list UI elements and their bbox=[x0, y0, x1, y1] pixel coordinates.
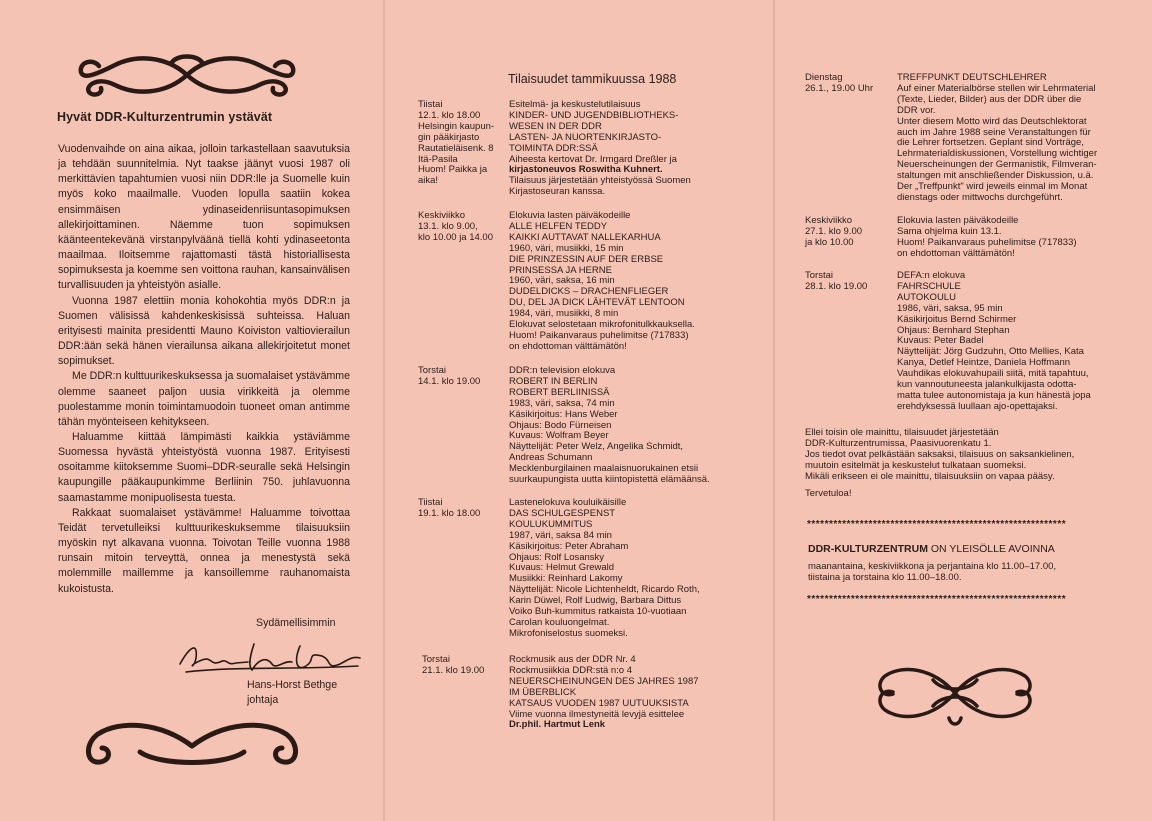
letter-title: Hyvät DDR-Kulturzentrumin ystävät bbox=[57, 110, 273, 124]
event-description: Lastenelokuva kouluikäisille DAS SCHULGESPENST KOULUKUMMITUS 1987, väri, saksa 84 min Käsikirjoitus: Peter Abraham Ohjaus: Rolf Losansky Kuvaus: Helmut Grewald Musiikki: Reinhard Lakomy Näyttelijät: Nicole Lichtenheldt, Ricardo Roth, Karin Düwel, Rolf Ludwig, Barbara Dittus Voiko Buh-kummitus ratkaista 10-vuotiaan Carolan kouluongelmat. Mikrofoniselostus suomeksi. bbox=[509, 497, 700, 639]
event-when: Keskiviikko 27.1. klo 9.00 ja klo 10.00 bbox=[805, 215, 863, 248]
event-entry bbox=[418, 211, 763, 353]
event-when: Torstai 21.1. klo 19.00 bbox=[422, 654, 485, 676]
signature-block bbox=[247, 678, 337, 707]
event-description: DEFA:n elokuva FAHRSCHULE AUTOKOULU 1986, väri, saksa, 95 min Käsikirjoitus Bernd Schirmer Ohjaus: Bernhard Stephan Kuvaus: Peter Badel Näyttelijät: Jörg Gudzuhn, Otto Mellies, Kata Kanya, Detlef Heintze, Daniela Hoffmann Vauhdikas elokuvahupaili siitä, mitä tapahtuu, kun vannoutuneesta jalankulkijasta odotta- matta tulee autonomistaja ja kun hänestä jopa erehdyksessä luullaan ajo-opettajaksi. bbox=[897, 270, 1091, 412]
signer-name: Hans-Horst Bethge bbox=[247, 679, 338, 691]
star-divider: *********************************************************** bbox=[807, 519, 1067, 530]
event-when: Tiistai 19.1. klo 18.00 bbox=[418, 497, 481, 519]
letter-paragraph: Me DDR:n kulttuurikeskuksessa ja suomalaiset ystävämme olemme saaneet paljon uusia virikkeitä ja olemme puolestamme monin toimintamuodoin tuoneet oman antimme tähän myönteiseen kehitykseen. bbox=[58, 370, 350, 428]
signer-role: johtaja bbox=[247, 693, 279, 706]
event-description: DDR:n television elokuva ROBERT IN BERLIN ROBERT BERLIINISSÄ 1983, väri, saksa, 74 min Käsikirjoitus: Hans Weber Ohjaus: Bodo Fürneisen Kuvaus: Wolfram Beyer Näyttelijät: Peter Welz, Angelika Schmidt, Andreas Schumann Mecklenburgilainen maalaisnuorukainen etsii suurkaupungista uutta kiintopistettä elämäänsä. bbox=[509, 365, 710, 486]
event-when: Torstai 28.1. klo 19.00 bbox=[805, 270, 868, 292]
closing-line: Sydämellisimmin bbox=[256, 617, 336, 629]
handwritten-signature-icon bbox=[176, 636, 366, 678]
event-description: Esitelmä- ja keskustelutilaisuus KINDER- UND JUGENDBIBLIOTHEKS- WESEN IN DER DDR LASTEN- JA NUORTENKIRJASTO- TOIMINTA DDR:SSÄ Aiheesta kertovat Dr. Irmgard Dreßler ja kirjastoneuvos Roswitha Kuhnert. Tilaisuus järjestetään yhteistyössä Suomen Kirjastoseuran kanssa. bbox=[509, 99, 691, 198]
event-entry bbox=[805, 73, 1145, 204]
event-when: Tiistai 12.1. klo 18.00 Helsingin kaupun- gin pääkirjasto Rautatieläisenk. 8 Itä-Pasila Huom! Paikka ja aika! bbox=[418, 99, 495, 187]
event-when: Keskiviikko 13.1. klo 9.00, klo 10.00 ja 14.00 bbox=[418, 210, 494, 243]
event-description: TREFFPUNKT DEUTSCHLEHRER Auf einer Materialbörse stellen wir Lehrmaterial (Texte, Lieder, Bilder) aus der DDR über die DDR vor. Unter diesem Motto wird das Deutschlektorat auch im Jahre 1988 seine Veranstaltungen für die Lehrer fortsetzen. Geplant sind Vorträge, Lehrmaterialdiskussionen, Vorstellung wichtiger Neuerscheinungen der Germanistik, Filmveran- staltungen mit anschließender Diskussion, u.ä. Der „Treffpunkt" wird jeweils einmal im Monat dienstags oder mittwochs durchgeführt. bbox=[897, 72, 1098, 203]
letter-body bbox=[58, 142, 350, 597]
event-entry bbox=[418, 498, 763, 640]
event-entry bbox=[418, 366, 763, 486]
opening-hours: maanantaina, keskiviikkona ja perjantaina klo 11.00–17.00, tiistaina ja torstaina klo 11.00–18.00. bbox=[808, 561, 1057, 583]
letter-paragraph: Vuonna 1987 elettiin monia kohokohtia myös DDR:n ja Suomen välisissä kahdenkeskisissä suhteissa. Haluan erityisesti mainita presidentti Mauno Koiviston valtiovierailun DDR:ään sekä hänen vierailunsa aikana allekirjoitetut monet sopimukset. bbox=[58, 294, 350, 368]
letter-paragraph: Haluamme kiittää lämpimästi kaikkia ystäviämme Suomessa hyvästä yhteistyöstä vuonna 1987. Erityisesti osoitamme kiitoksemme Suomi–DDR-seuralle sekä Helsingin kaupungille pääkaupunkimme Berliinin 750. juhlavuonna saamastamme monipuolisesta tuesta. bbox=[58, 430, 350, 504]
program-title: Tilaisuudet tammikuussa 1988 bbox=[508, 72, 677, 86]
star-divider: *********************************************************** bbox=[807, 594, 1067, 605]
event-description: Rockmusik aus der DDR Nr. 4 Rockmusiikkia DDR:stä n:o 4 NEUERSCHEINUNGEN DES JAHRES 1987 IM ÜBERBLICK KATSAUS VUODEN 1987 UUTUUKSISTA Viime vuonna ilmestyneitä levyjä esittelee Dr.phil. Hartmut Lenk bbox=[509, 654, 699, 731]
general-info: Ellei toisin ole mainittu, tilaisuudet järjestetään DDR-Kulturzentrumissa, Paasivuorenkatu 1. Jos tiedot ovat pelkästään saksaksi, tilaisuus on saksankielinen, muutoin esitelmät ja keskustelut tulkataan suomeksi. Mikäli erikseen ei ole mainittu, tilaisuuksiin on vapaa pääsy. Tervetuloa! bbox=[805, 428, 1135, 499]
top-ornament-icon bbox=[75, 50, 300, 100]
event-when: Torstai 14.1. klo 19.00 bbox=[418, 365, 481, 387]
event-description: Elokuvia lasten päiväkodeille ALLE HELFEN TEDDY KAIKKI AUTTAVAT NALLEKARHUA 1960, väri, musiikki, 15 min DIE PRINZESSIN AUF DER ERBSE PRINSESSA JA HERNE 1960, väri, saksa, 16 min DUDELDICKS – DRACHENFLIEGER DU, DEL JA DICK LÄHTEVÄT LENTOON 1984, väri, musiikki, 8 min Elokuvat selostetaan mikrofonitulkkauksella. Huom! Paikanvaraus puhelimitse (717833) on ehdottoman välttämätön! bbox=[509, 210, 695, 352]
event-entry bbox=[805, 271, 1145, 413]
event-entry bbox=[805, 216, 1145, 260]
bottom-ornament-icon bbox=[80, 712, 305, 774]
middle-panel bbox=[386, 0, 773, 821]
right-panel bbox=[775, 0, 1152, 821]
left-panel bbox=[0, 0, 384, 821]
event-entry bbox=[418, 100, 763, 198]
letter-paragraph: Rakkaat suomalaiset ystävämme! Haluamme toivottaa Teidät tervetulleiksi kulttuurikeskuksemme tilaisuuksiin myöskin nyt alkavana vuonna. Toivotan Teille vuonna 1988 runsain mitoin terveyttä, onnea ja menestystä sekä molemmille maillemme ja kansoillemme rauhanomaista kukoistusta. bbox=[58, 506, 350, 595]
welcome-text: Tervetuloa! bbox=[805, 487, 852, 499]
opening-heading: DDR-KULTURZENTRUM ON YLEISÖLLE AVOINNA bbox=[808, 543, 1055, 555]
letter-paragraph: Vuodenvaihde on aina aikaa, jolloin tarkastellaan saavutuksia ja tehdään suunnitelmia. Nyt taakse jäänyt vuosi 1987 oli merkittävien tapahtumien vuosi niin DDR:lle ja Suomelle kuin myös koko maailmalle. Vuoden lopulla saatiin kokea ensimmäisen ydinaseidenriisuntasopimuksen allekirjoittaminen. Näemme tuon sopimuksen käänteentekevänä virstanpylväänä tiellä kohti ydinaseetonta maailmaa. Iloitsemme rajattomasti tästä historiallisesta sopimuksesta ja koemme sen voittona rauhan, kansainvälisen turvallisuuden ja yhteistyön asialle. bbox=[58, 143, 350, 292]
event-when: Dienstag 26.1., 19.00 Uhr bbox=[805, 72, 874, 94]
event-description: Elokuvia lasten päiväkodeille Sama ohjelma kuin 13.1. Huom! Paikanvaraus puhelimitse (717833) on ehdottoman välttämätön! bbox=[897, 215, 1077, 259]
knot-ornament-icon bbox=[873, 658, 1038, 728]
event-entry bbox=[418, 655, 763, 731]
